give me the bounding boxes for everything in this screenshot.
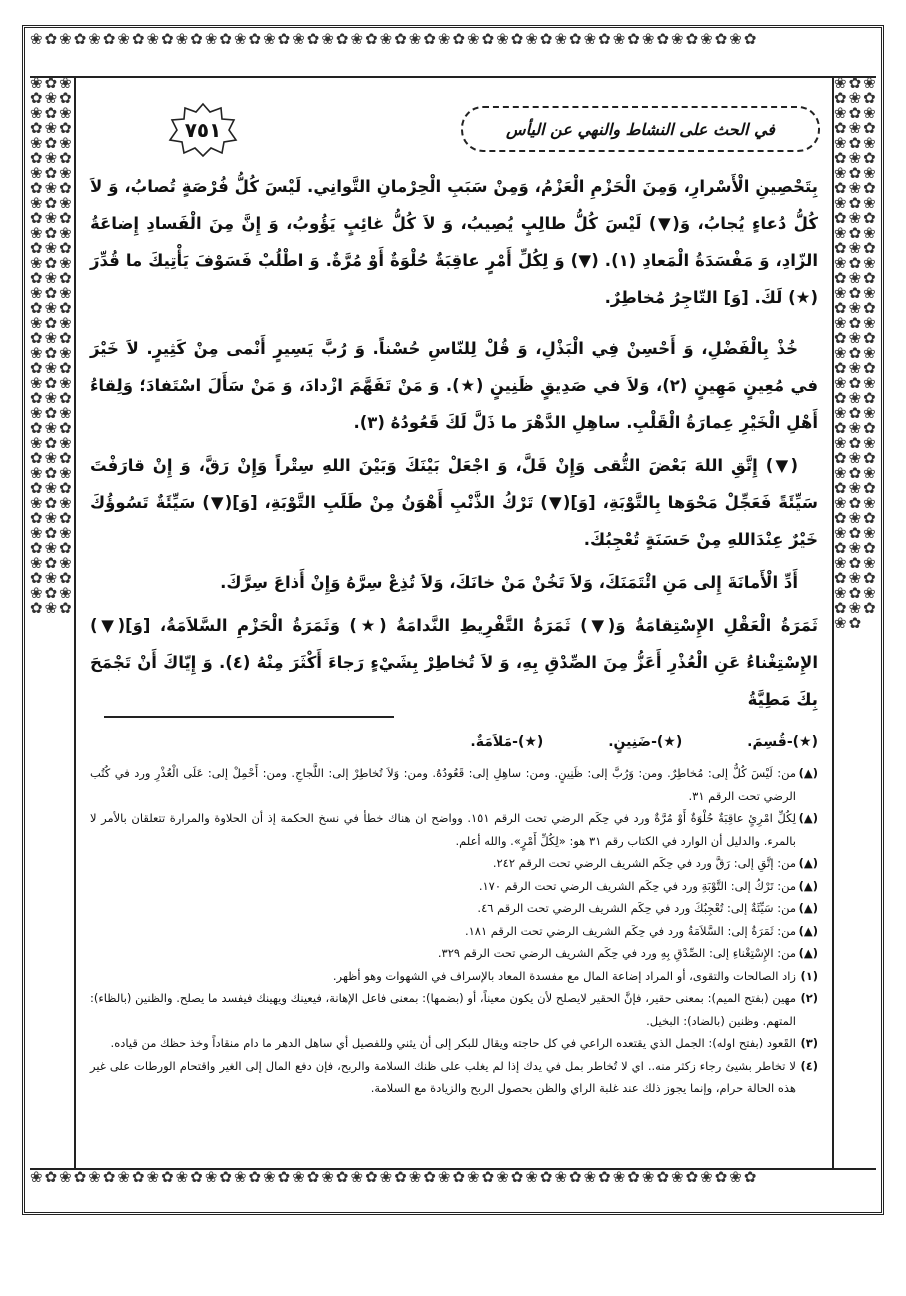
footnote-text: القَعود (بفتح اوله): الجمل الذي يقتعده الراعي في كل حاجته ويقال للبكر إلى أن يثني وللفصيل أي ساهل الدهر ما دام منقاداً وخذ حظك من قياده. [110,1036,796,1050]
footnote-divider [104,716,394,718]
footnote-text: زاد الصالحات والتقوى، أو المراد إضاعة المال مع مفسدة المعاد بالإسراف في الشهوات وهو أظهر. [332,968,796,983]
paragraph: خُذْ بِالْفَضْلِ، وَ أَحْسِنْ فِي الْبَذْلِ، وَ قُلْ لِلنّاسِ حُسْناً. وَ رُبَّ يَسِيرٍ أَنْمى مِنْ كَثِيرٍ. لاَ خَيْرَ في مُعِينٍ مَهِينٍ (٢)، وَلاَ في صَدِيقٍ ظَنِينٍ (★). وَ مَنْ تَفَهَّمَ ازْدادَ، وَ مَنْ سَأَلَ اسْتَفادَ؛ وَلِقاءُ أَهْلِ الْخَيْرِ عِمارَةُ الْقَلْبِ. ساهِلِ الدَّهْرَ ما ذَلَّ لَكَ قَعُودُهُ (٣). [90,339,819,432]
footnote-marker: (▲) [798,766,818,780]
footnote [90,897,818,920]
footnote [90,920,818,943]
floral-pattern-icon: ❀✿❀✿❀✿❀✿❀✿❀✿❀✿❀✿❀✿❀✿❀✿❀✿❀✿❀✿❀✿❀✿❀✿❀✿❀✿❀✿❀✿❀✿❀✿❀✿❀✿❀✿❀✿❀✿❀✿❀✿❀✿❀✿❀✿❀✿❀✿❀✿❀✿❀✿❀✿❀✿❀✿❀✿❀✿❀✿❀✿❀✿❀✿❀✿❀✿❀✿❀✿❀✿❀✿❀✿❀✿ [834,76,878,632]
footnote-marker: (▲) [798,946,818,960]
footnotes [90,762,818,1100]
footnote [90,965,818,988]
floral-border-bottom [30,1168,876,1210]
floral-border-left [30,76,76,1168]
footnote-text: من: ثَمَرَةُ إلى: السَّلاَمَةُ ورد في حِكَم الشريف الرضي تحت الرقم ١٨١. [464,923,796,938]
footnote-marker: (٣) [800,1036,818,1050]
footnote-marker: (▲) [798,878,818,893]
floral-border-right [832,76,878,1168]
variant-reading: (★)-قُسِمَ. [747,734,818,750]
footnote-text: من: تَرْكُ إلى: التَّوْبَةِ ورد في حِكَم الشريف الرضي تحت الرقم ١٧٠. [478,878,796,893]
footnote [90,1032,818,1055]
footnote [90,875,818,898]
floral-border-top [30,32,876,78]
page-header [78,102,830,158]
footnote [90,942,818,965]
footnote-text: من: سَيِّئَةٌ إلى: تُعْجِبُكَ ورد في حِكَم الشريف الرضي تحت الرقم ٤٦. [477,901,796,915]
footnote [90,762,818,807]
floral-pattern-icon: ❀✿❀✿❀✿❀✿❀✿❀✿❀✿❀✿❀✿❀✿❀✿❀✿❀✿❀✿❀✿❀✿❀✿❀✿❀✿❀✿❀✿❀✿❀✿❀✿❀✿ [30,1168,759,1186]
variant-reading: (★)-مَلاَمَةٌ. [470,734,544,750]
footnote [90,987,818,1032]
footnote-text: لِكُلِّ امْرِئٍ عاقِبَةٌ حُلْوَةٌ أَوْ مُرَّةٌ ورد في حِكَم الرضي تحت الرقم ١٥١. وواضح ان هناك خطأ في نسخ الحكمة إذ أن الحلاوة والمرارة تتعلقان بالأمر لا بالمرء. والدليل أن الوارد في الكتاب رقم ٣١ هو: «لِكُلِّ أَمْرٍ». والله أعلم. [90,811,796,848]
footnote-text: لا تخاطر بشيئ رجاء زكثر منه.. اي لا تُخاطر بمل في يدك إذا لم يغلب على ظنك السلامة والربح، فإن دفع المال إلى الغير واقتحام الورطات على غير هذه الحالة حرام، وإنما يجوز ذلك عند غلبة الراي والظن بحصول الربح والزيادة مع السلامة. [90,1058,796,1095]
paragraph: أَدِّ الْأَمانَةَ إِلى مَنِ ائْتَمَنَكَ، وَلاَ تَخُنْ مَنْ خانَكَ، وَلاَ تُذِعْ سِرَّهُ وَإِنْ أَذاعَ سِرَّكَ. [220,573,798,592]
footnote-marker: (٤) [800,1058,818,1073]
main-text [90,168,818,724]
page-number-badge [164,102,242,158]
footnote-marker: (▲) [798,923,818,938]
page-number: ٧٥١ [184,118,222,142]
footnote-marker: (▲) [798,901,818,915]
footnote [90,807,818,852]
footnote-text: من: الإِسْتِغْناءِ إلى: الصِّدْقِ بِهِ ورد في حِكَم الشريف الرضي تحت الرقم ٣٢٩. [437,946,796,960]
floral-pattern-icon: ❀✿❀✿❀✿❀✿❀✿❀✿❀✿❀✿❀✿❀✿❀✿❀✿❀✿❀✿❀✿❀✿❀✿❀✿❀✿❀✿❀✿❀✿❀✿❀✿❀✿ [30,32,759,48]
paragraph: بِتَحْصِينِ الْأَسْرارِ، وَمِنَ الْحَزْمِ الْعَزْمُ، وَمِنْ سَبَبِ الْحِرْمانِ التَّوانِي. لَيْسَ كُلُّ فُرْصَةٍ تُصابُ، وَ لاَ كُلُّ دُعاءٍ يُجابُ، وَ(▼) لَيْسَ كُلُّ طالِبٍ يُصِيبُ، وَ لاَ كُلُّ غائِبٍ يَؤُوبُ، وَ إِنَّ مِنَ الْفَسادِ إِضاعَةُ الزّادِ، وَ مَفْسَدَةُ الْمَعادِ (١). (▼) وَ لِكُلِّ أَمْرٍ عاقِبَةٌ حُلْوَةٌ أَوْ مُرَّةٌ. وَ اطْلُبْ فَسَوْفَ يَأْتِيكَ ما قُدِّرَ (★) لَكَ. [وَ] التّاجِرُ مُخاطِرٌ. [90,177,818,307]
footnote-marker: (▲) [798,811,818,825]
chapter-title: في الحث على النشاط والنهي عن اليأس [461,106,820,152]
paragraph: ثَمَرَةُ الْعَقْلِ الإِسْتِقامَةُ وَ(▼) ثَمَرَةُ التَّفْرِيطِ النَّدامَةُ (★) وَثَمَرَةُ الْحَزْمِ السَّلاَمَةُ، [وَ](▼) الإِسْتِغْناءُ عَنِ الْعُذْرِ أَعَزُّ مِنَ الصِّدْقِ بِهِ، وَ لاَ تُخاطِرْ بِشَيْءٍ رَجاءَ أَكْثَرَ مِنْهُ (٤). وَ إِيّاكَ أَنْ تَجْمَحَ بِكَ مَطِيَّةُ [90,616,818,709]
footnote-text: من: إتَّقِ إلى: رَقَّ ورد في حِكَم الشريف الرضي تحت الرقم ٢٤٢. [492,856,796,870]
footnote-marker: (٢) [800,991,818,1005]
footnote [90,852,818,875]
variant-readings [90,734,818,750]
page-content [78,84,830,1166]
footnote-text: من: لَيْسَ كُلُّ إلى: مُخاطِرٌ. ومن: وَرُبَّ إلى: ظَنِينٍ. ومن: ساهِلِ إلى: قَعُودُهُ. ومن: وَلاَ تُخاطِرْ إلى: اللَّجاجِ. ومن: أَحْمِلْ إلى: عَلَى الْعُذْرِ ورد في كُتُب الرضي تحت الرقم ٣١. [90,766,796,803]
variant-reading: (★)-ضَنِينٍ. [608,734,683,750]
footnote-marker: (١) [800,968,818,983]
footnote-marker: (▲) [798,856,818,870]
footnote [90,1055,818,1100]
footnote-text: مهين (بفتح الميم): بمعنى حقير، فإنَّ الحقير لايصلح لأن يكون معيناً، أو (بضمها): بمعنى فاعل الإهانة، فيعينك ويهينك فيفسد ما يصلح. والظنين (بالظاء): المتهم. وظنين (بالضاد): البخيل. [90,991,796,1028]
floral-pattern-icon: ❀✿❀✿❀✿❀✿❀✿❀✿❀✿❀✿❀✿❀✿❀✿❀✿❀✿❀✿❀✿❀✿❀✿❀✿❀✿❀✿❀✿❀✿❀✿❀✿❀✿❀✿❀✿❀✿❀✿❀✿❀✿❀✿❀✿❀✿❀✿❀✿❀✿❀✿❀✿❀✿❀✿❀✿❀✿❀✿❀✿❀✿❀✿❀✿❀✿❀✿❀✿❀✿❀✿❀✿ [30,76,74,617]
paragraph: (▼) إِتَّقِ اللهَ بَعْضَ التُّقى وَإِنْ قَلَّ، وَ اجْعَلْ بَيْنَكَ وَبَيْنَ اللهِ سِتْراً وَإِنْ رَقَّ، وَ إِنْ قارَفْتَ سَيِّئَةً فَعَجِّلْ مَحْوَها بِالتَّوْبَةِ، [وَ](▼) تَرْكُ الذَّنْبِ أَهْوَنُ مِنْ طَلَبِ التَّوْبَةِ، [وَ](▼) سَيِّئَةٌ تَسُوؤُكَ خَيْرٌ عِنْدَاللهِ مِنْ حَسَنَةٍ تُعْجِبُكَ. [90,456,818,549]
